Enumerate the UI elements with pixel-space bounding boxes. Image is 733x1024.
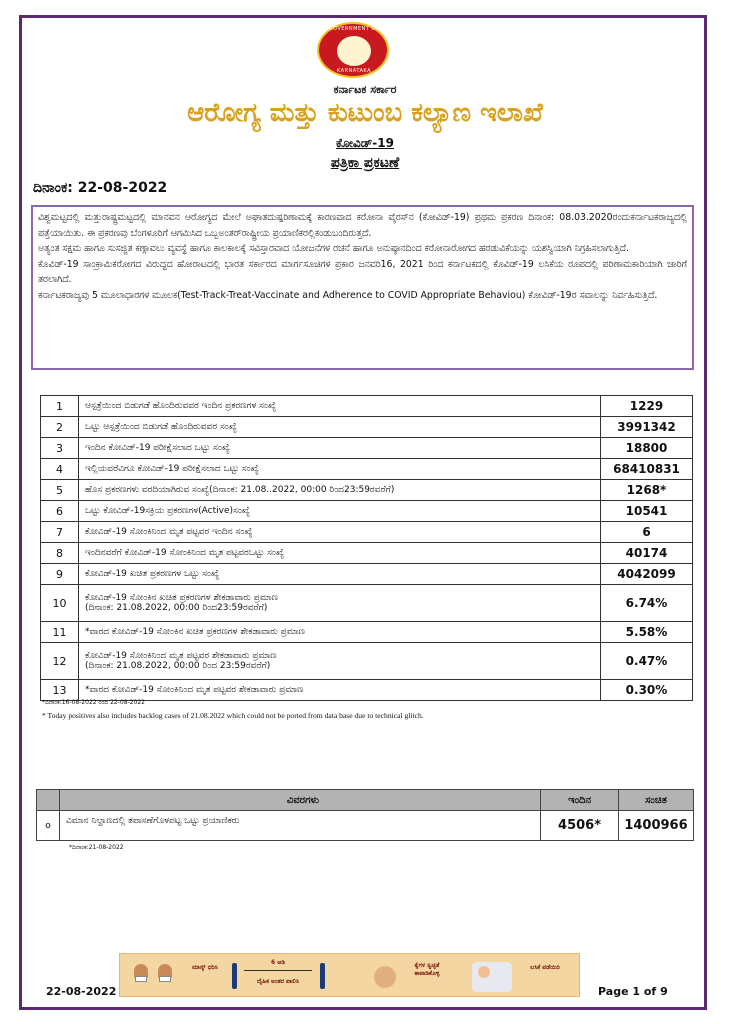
row-label-date: (ದಿನಾಂಕ: 21.08.2022, 00:00 ರಿಂದ 23:59ರವರೆಗೆ) — [85, 661, 271, 671]
government-name: ಕರ್ನಾಟಕ ಸರ್ಕಾರ — [333, 83, 397, 96]
row-number: 7 — [41, 522, 79, 543]
row-today-value: 4506* — [541, 811, 619, 841]
table-row — [41, 585, 693, 622]
subject-title: ಕೋವಿಡ್-19 — [336, 136, 394, 150]
backlog-note: * Today positives also includes backlog cases of 21.08.2022 which could not be ported from data base due to technical glitch. — [42, 711, 424, 720]
seal-emblem — [337, 36, 371, 66]
distance-caption: ದೈಹಿಕ ಅಂತರ ಪಾಲಿಸಿ — [256, 978, 300, 985]
page-of: of — [643, 985, 657, 998]
press-release-title: ಪತ್ರಿಕಾ ಪ್ರಕಟಣೆ — [330, 155, 400, 171]
row-label: ಹೊಸ ಪ್ರಕರಣಗಳು ವರದಿಯಾಗಿರುವ ಸಂಖ್ಯೆ(ದಿನಾಂಕ: 21.08..2022, 00:00 ರಿಂದ23:59ರವರೆಗೆ) — [79, 480, 601, 501]
row-label: ಇಂದಿನವರೆಗೆ ಕೋವಿಡ್-19 ಸೋಂಕಿನಿಂದ ಮೃತ ಪಟ್ಟವರಒಟ್ಟು ಸಂಖ್ಯೆ — [79, 543, 601, 564]
department-title: ಆರೋಗ್ಯ ಮತ್ತು ಕುಟುಂಬ ಕಲ್ಯಾಣ ಇಲಾಖೆ — [187, 98, 543, 128]
row-label-cell — [79, 585, 601, 622]
table-row — [41, 543, 693, 564]
intro-box — [31, 205, 694, 370]
row-value: 4042099 — [601, 564, 693, 585]
table-row — [41, 501, 693, 522]
row-label-cell — [79, 643, 601, 680]
mask-icon — [135, 976, 147, 982]
header-cumulative: ಸಂಚಿತ — [619, 790, 694, 811]
row-label: ಕೋವಿಡ್-19 ಸೋಂಕಿನ ಖಚಿತ ಪ್ರಕರಣಗಳ ಶೇಕಡಾವಾರು ಪ್ರಮಾಣ — [85, 593, 279, 603]
mask-label: ಮಾಸ್ಕ್ ಧರಿಸಿ — [192, 964, 218, 971]
release-date: ದಿನಾಂಕ: 22-08-2022 — [33, 180, 168, 196]
seal-text-bottom: KARNATAKA — [336, 68, 372, 74]
row-value: 18800 — [601, 438, 693, 459]
row-value: 5.58% — [601, 622, 693, 643]
government-seal-icon — [317, 22, 389, 78]
row-number: 4 — [41, 459, 79, 480]
row-label: ಇಲ್ಲಿಯವರೆವಿಗೂ ಕೋವಿಡ್-19 ಪರೀಕ್ಷೆಸಲಾದ ಒಟ್ಟು ಸಂಖ್ಯೆ — [79, 459, 601, 480]
row-label: *ವಾರದ ಕೋವಿಡ್-19 ಸೋಂಕಿನಿಂದ ಮೃತ ಪಟ್ಟವರ ಶೇಕಡಾವಾರು ಪ್ರಮಾಣ — [79, 680, 601, 701]
table-row — [41, 480, 693, 501]
row-number: o — [37, 811, 60, 841]
row-label: ಆಸ್ಪತ್ರೆಯಿಂದ ಬಿಡುಗಡೆ ಹೊಂದಿರುವವರ ಇಂದಿನ ಪ್ರಕರಣಗಳ ಸಂಖ್ಯೆ — [79, 396, 601, 417]
row-label-date: (ದಿನಾಂಕ: 21.08.2022, 00:00 ರಿಂದ23:59ರವರೆಗೆ) — [85, 603, 268, 613]
table-row — [41, 622, 693, 643]
page-total: 9 — [660, 985, 668, 998]
row-value: 6 — [601, 522, 693, 543]
row-value: 1268* — [601, 480, 693, 501]
table-row — [41, 643, 693, 680]
row-number: 1 — [41, 396, 79, 417]
row-number: 11 — [41, 622, 79, 643]
covid-stats-table — [40, 395, 693, 701]
covid-appropriate-behaviour-banner — [119, 953, 580, 997]
row-number: 6 — [41, 501, 79, 522]
person-icon — [232, 963, 237, 989]
header-blank — [37, 790, 60, 811]
vaccination-icon — [472, 962, 512, 992]
table-row — [37, 811, 694, 841]
header-details: ವಿವರಗಳು — [59, 790, 540, 811]
page-number — [598, 985, 668, 998]
header-today: ಇಂದಿನ — [541, 790, 619, 811]
row-value: 6.74% — [601, 585, 693, 622]
row-value: 0.47% — [601, 643, 693, 680]
row-value: 0.30% — [601, 680, 693, 701]
intro-paragraph-3: ಕೊವಿಡ್-19 ಸಾಂಕ್ರಾಮಿಕರೋಗದ ವಿರುದ್ಧದ ಹೋರಾಟದಲ್ಲಿ ಭಾರತ ಸರ್ಕಾರದ ಮಾರ್ಗಸೂಚಿಗಳ ಪ್ರಕಾರ ಜನವರಿ16, 2021 ರಿಂದ ಕರ್ನಾಟಕದಲ್ಲಿ ಕೊವಿಡ್-19 ಲಸಿಕೆಯ ರೂಪದಲ್ಲಿ ಪರಿಣಾಮಕಾರಿಯಾಗಿ ಜಾರಿಗೆ ತರಲಾಗಿದೆ. — [38, 258, 687, 286]
row-cumulative-value: 1400966 — [619, 811, 694, 841]
row-number: 9 — [41, 564, 79, 585]
row-number: 10 — [41, 585, 79, 622]
distance-arrow-icon — [244, 970, 312, 971]
row-label: ಒಟ್ಟು ಕೋವಿಡ್-19ಸಕ್ರಿಯ ಪ್ರಕರಣಗಳ(Active)ಸಂಖ್ಯೆ — [79, 501, 601, 522]
row-value: 1229 — [601, 396, 693, 417]
table-row — [41, 564, 693, 585]
page-label: Page — [598, 985, 629, 998]
footer-date: 22-08-2022 — [46, 985, 117, 998]
intro-paragraph-2: ಅತ್ಯಂತ ಸಕ್ಷಮ ಹಾಗೂ ಸುಸಜ್ಜಿತ ಕಣ್ಗಾವಲು ವ್ಯವಸ್ಥೆ ಹಾಗೂ ಕಾಲಕಾಲಕ್ಕೆ ಸವಿಸ್ತಾರವಾದ ಯೋಜನೆಗಳ ರಚನೆ ಹಾಗೂ ಅನುಷ್ಠಾನದಿಂದ ಕರೋನಾರೋಗದ ಹರಡುವಿಕೆಯನ್ನು ಯಶಸ್ವಿಯಾಗಿ ನಿಗ್ರಹಿಸಲಾಗುತ್ತಿದೆ. — [38, 243, 629, 255]
row-value: 68410831 — [601, 459, 693, 480]
row-label: *ವಾರದ ಕೋವಿಡ್-19 ಸೋಂಕಿನ ಖಚಿತ ಪ್ರಕರಣಗಳ ಶೇಕಡಾವಾರು ಪ್ರಮಾಣ — [79, 622, 601, 643]
row-label: ಕೋವಿಡ್-19 ಸೋಂಕಿನಿಂದ ಮೃತ ಪಟ್ಟವರ ಶೇಕಡಾವಾರು ಪ್ರಮಾಣ — [85, 651, 277, 661]
row-label: ಇಂದಿನ ಕೋವಿಡ್-19 ಪರೀಕ್ಷೆಸಲಾದ ಒಟ್ಟು ಸಂಖ್ಯೆ — [79, 438, 601, 459]
airport-passengers-table — [36, 789, 694, 841]
table-row — [41, 680, 693, 701]
page-current: 1 — [632, 985, 641, 998]
person-icon — [320, 963, 325, 989]
row-label: ಒಟ್ಟು ಆಸ್ಪತ್ರೆಯಿಂದ ಬಿಡುಗಡೆ ಹೊಂದಿರುವವರ ಸಂಖ್ಯೆ — [79, 417, 601, 438]
row-number: 3 — [41, 438, 79, 459]
handwash-icon — [374, 966, 396, 988]
row-value: 40174 — [601, 543, 693, 564]
table-header-row — [37, 790, 694, 811]
row-label: ಕೋವಿಡ್-19 ಸೋಂಕಿನಿಂದ ಮೃತ ಪಟ್ಟವರ ಇಂದಿನ ಸಂಖ್ಯೆ — [79, 522, 601, 543]
row-number: 2 — [41, 417, 79, 438]
row-label: ಕೋವಿಡ್-19 ಖಚಿತ ಪ್ರಕರಣಗಳ ಒಟ್ಟು ಸಂಖ್ಯೆ — [79, 564, 601, 585]
table-row — [41, 438, 693, 459]
row-number: 12 — [41, 643, 79, 680]
mask-icon — [159, 976, 171, 982]
intro-paragraph-4: ಕರ್ನಾಟಕರಾಜ್ಯವು 5 ಮೂಲಾಧಾರಗಳ ಮೂಲಕ(Test-Track-Treat-Vaccinate and Adherence to COVID Appropriate Behaviou) ಕೋವಿಡ್-19ರ ಸವಾಲನ್ನು ನಿರ್ವಹಿಸುತ್ತಿದೆ. — [38, 289, 658, 301]
row-value: 10541 — [601, 501, 693, 522]
distance-label: 6 ಅಡಿ — [271, 959, 285, 966]
table-row — [41, 396, 693, 417]
row-label: ವಿಮಾನ ನಿಲ್ದಾಣದಲ್ಲಿ ತಪಾಸಣೆಗೊಳಪಟ್ಟ ಒಟ್ಟು ಪ್ರಯಾಣಿಕರು — [59, 811, 540, 841]
row-number: 5 — [41, 480, 79, 501]
row-number: 13 — [41, 680, 79, 701]
table-row — [41, 417, 693, 438]
passenger-date-note: *ದಿನಾಂಕ:21-08-2022 — [69, 844, 124, 851]
vaccine-label: ಲಸಿಕೆ ಪಡೆಯಿರಿ — [530, 964, 560, 971]
intro-paragraph-1: ವಿಶ್ವಮಟ್ಟದಲ್ಲಿ ಮತ್ತುರಾಷ್ಟ್ರಮಟ್ಟದಲ್ಲಿ ಮಾನವನ ಆರೋಗ್ಯದ ಮೇಲೆ ಅಘಾತದುಷ್ಪರಿಣಾಮಕ್ಕೆ ಕಾರಣವಾದ ಕರೋನಾ ವೈರಸ್‌ನ (ಕೋವಿಡ್-19) ಪ್ರಥಮ ಪ್ರಕರಣ ದಿನಾಂಕ: 08.03.2020ರಂದುಕರ್ನಾಟಕರಾಜ್ಯದಲ್ಲಿ ಪತ್ತೆಯಾಯಿತು. ಈ ಪ್ರಕರಣವು ಬೆಂಗಳೂರಿಗೆ ಆಗಮಿಸಿದ ಒಬ್ಬಅಂತರ್‌ರಾಷ್ಟ್ರೀಯ ಪ್ರಯಾಣಿಕರಲ್ಲಿಕಂಡುಬಂದಿರುತ್ತದೆ. — [38, 212, 687, 239]
table-row — [41, 522, 693, 543]
row-value: 3991342 — [601, 417, 693, 438]
weekly-range-note: *ದಿನಾಂಕ:16-08-2022 ರಿಂದ 22-08-2022 — [42, 699, 145, 706]
table-row — [41, 459, 693, 480]
seal-text-top: GOVERNMENT OF — [328, 26, 380, 32]
hands-label: ಕೈಗಳ ಸ್ವಚ್ಛತೆ ಕಾಪಾಡಿಕೊಳ್ಳಿ — [414, 962, 440, 977]
row-number: 8 — [41, 543, 79, 564]
doctor-icon — [478, 966, 490, 978]
